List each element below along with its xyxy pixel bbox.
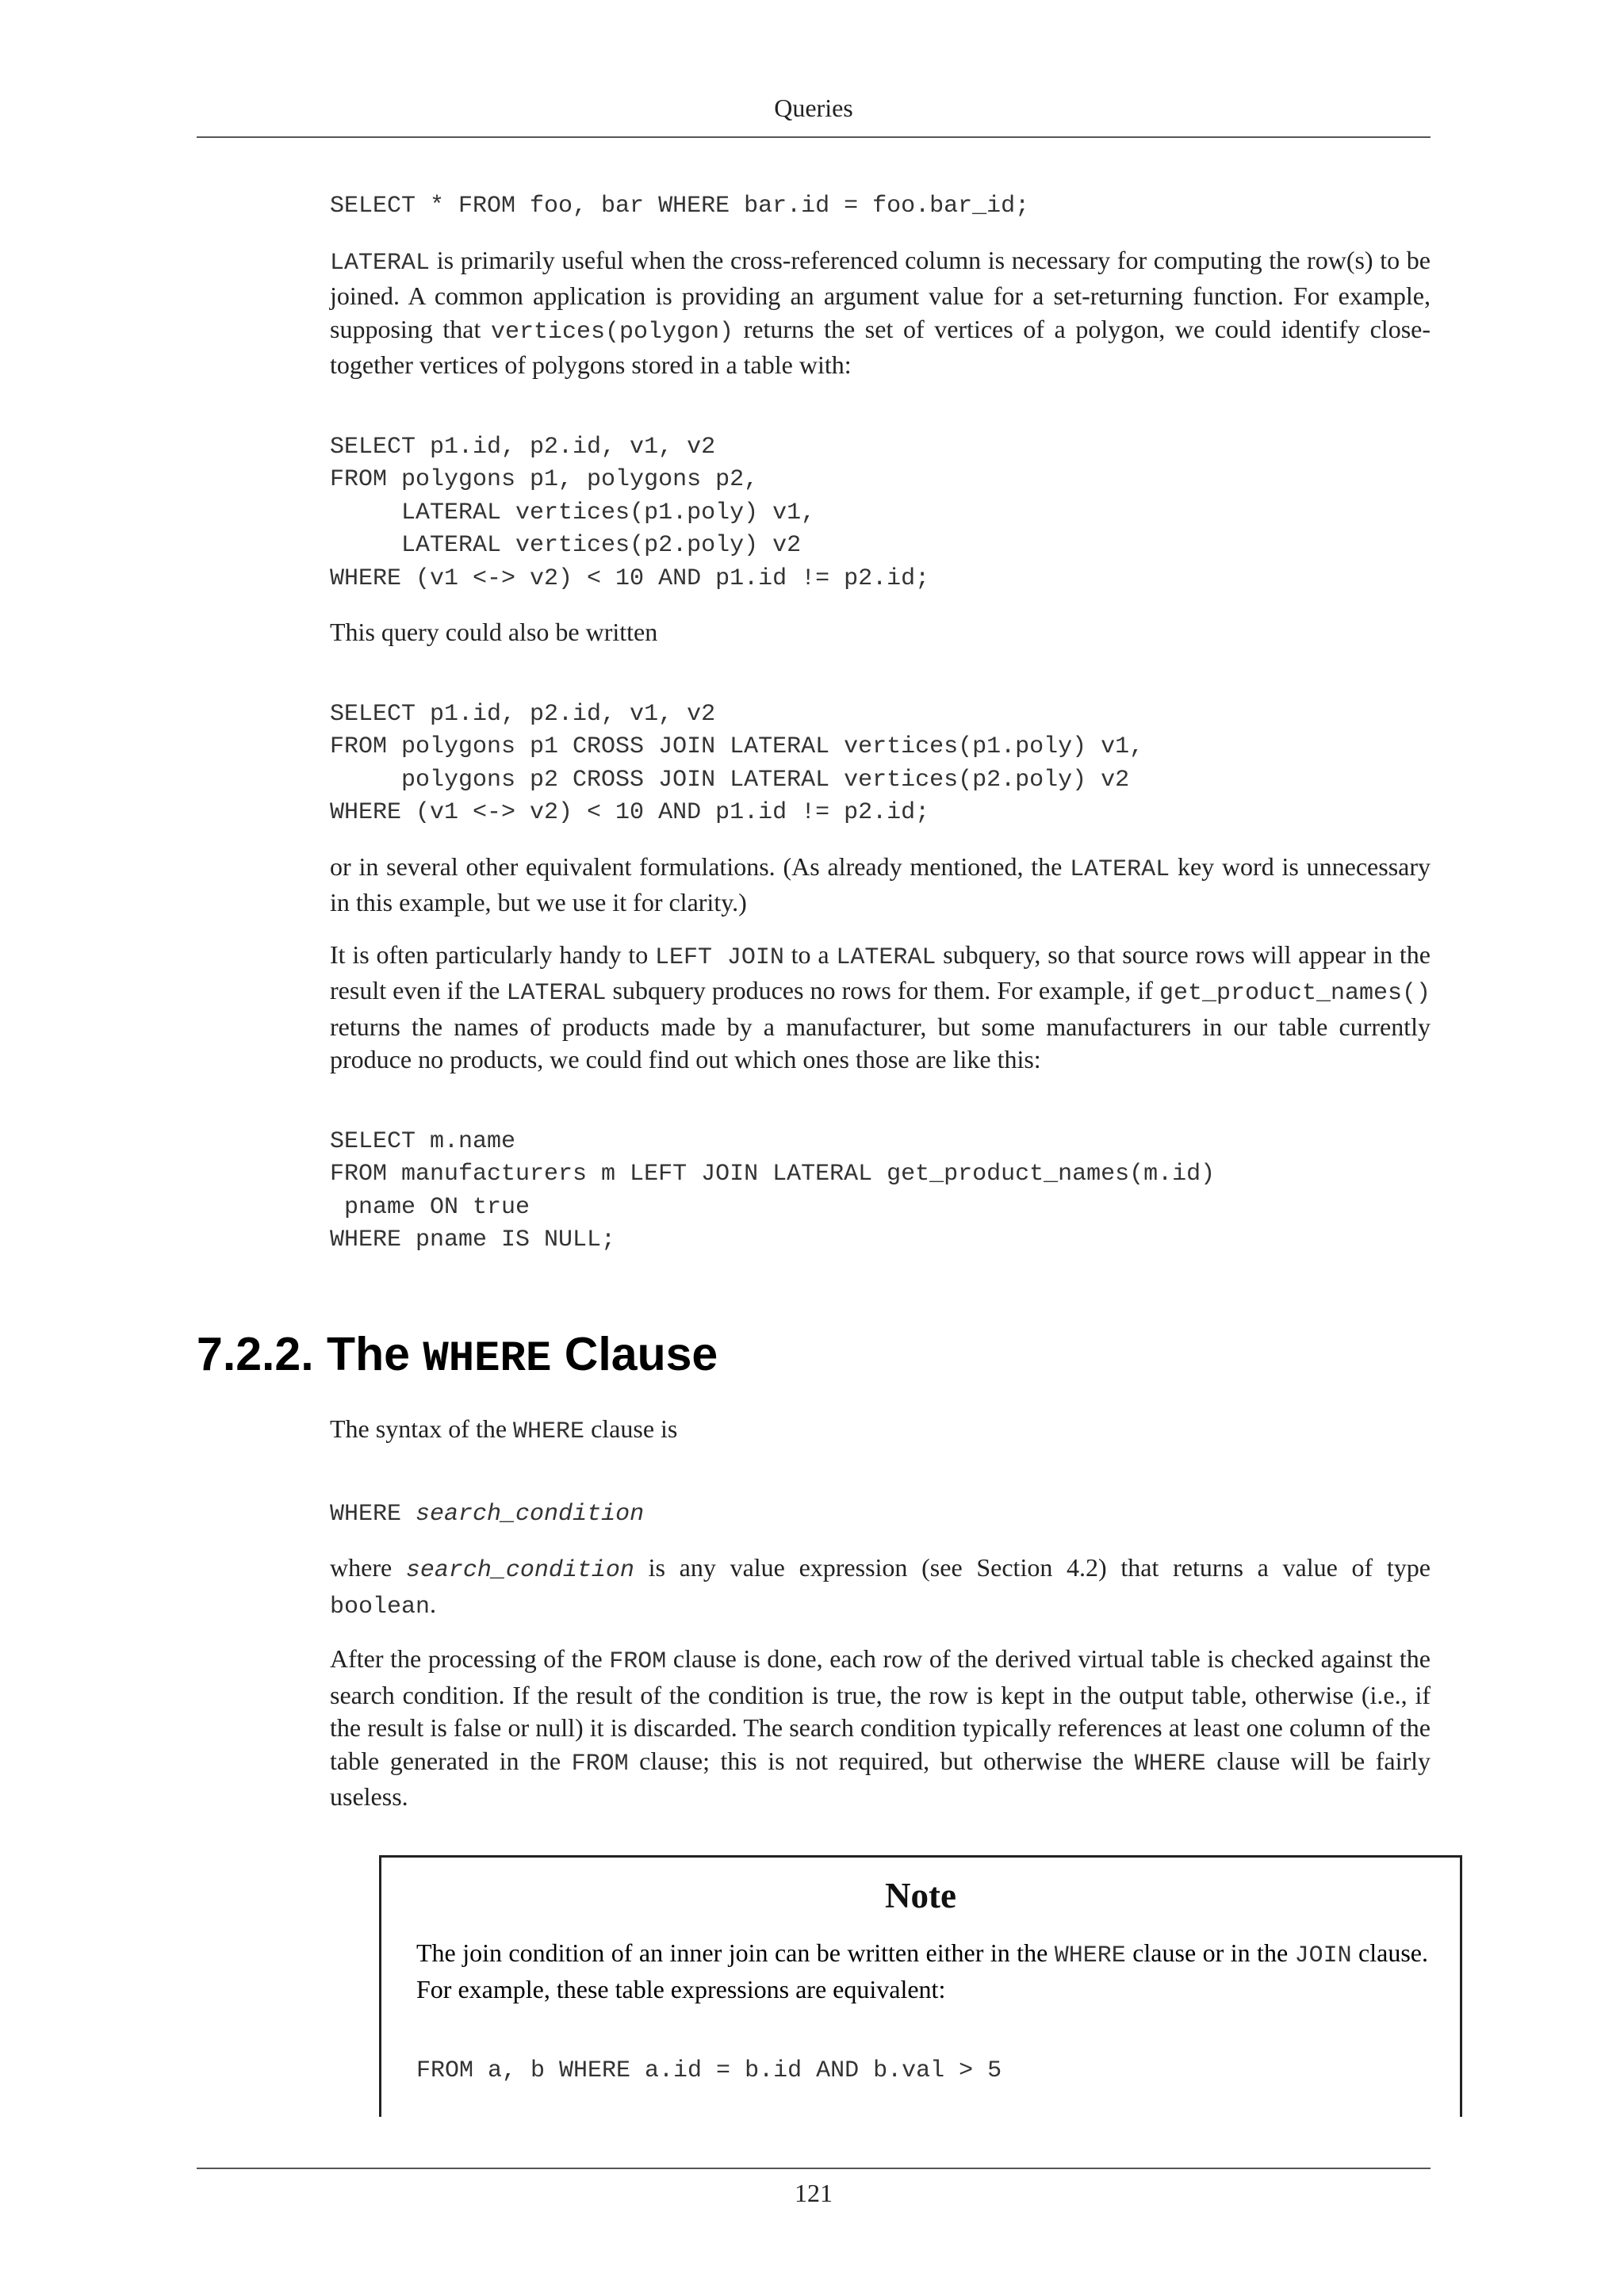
code-block-where-search-condition: WHERE search_condition <box>330 1500 645 1528</box>
inline-code: WHERE <box>1054 1942 1126 1969</box>
inline-code: LATERAL <box>506 980 607 1007</box>
paragraph-lateral-intro: LATERAL is primarily useful when the cross-referenced column is necessary for computing the row(s) to be joined. A common application is providing an argument value for a set-returning function. For example, supposing that vertices(polygon) returns the set of vertices of a polygon, we could identify close-together vertices of polygons stored in a table with: <box>330 245 1431 379</box>
note-content <box>416 1937 1428 2088</box>
code-block-select-foo-bar: SELECT * FROM foo, bar WHERE bar.id = foo.bar_id; <box>330 193 1030 220</box>
section-content <box>330 1413 1431 1833</box>
inline-code: LATERAL <box>1070 855 1170 883</box>
paragraph-where-processing: After the processing of the FROM clause is done, each row of the derived virtual table is checked against the search condition. If the result of the condition is true, the row is kept in the output table, otherwise (i.e., if the result is false or null) it is discarded. The search condition typically references at least one column of the table generated in the FROM clause; this is not required, but otherwise the WHERE clause will be fairly useless. <box>330 1644 1431 1811</box>
note-code-block: FROM a, b WHERE a.id = b.id AND b.val > 5 <box>416 2057 1002 2084</box>
inline-code: WHERE <box>513 1418 585 1445</box>
inline-code: JOIN <box>1294 1942 1352 1969</box>
section-heading-where-clause: 7.2.2. The WHERE Clause <box>197 1328 718 1383</box>
running-header: Queries <box>774 94 853 122</box>
inline-code: WHERE <box>1134 1750 1206 1777</box>
inline-code: get_product_names() <box>1159 980 1431 1007</box>
paragraph-where-syntax: The syntax of the WHERE clause is <box>330 1414 678 1445</box>
page-number: 121 <box>795 2179 833 2207</box>
paragraph-left-join-lateral: It is often particularly handy to LEFT JOIN to a LATERAL subquery, so that source rows will appear in the result even if the LATERAL subquery produces no rows for them. For example, if get_product_names() returns the names of products made by a manufacturer, but some manufacturers in our table currently produce no products, we could find out which ones those are like this: <box>330 939 1431 1073</box>
inline-code: vertices(polygon) <box>490 318 734 346</box>
inline-code: FROM <box>609 1648 667 1675</box>
paragraph-could-also-be-written: This query could also be written <box>330 618 658 646</box>
header-rule <box>197 136 1431 138</box>
inline-code: LATERAL <box>836 943 936 971</box>
inline-code: search_condition <box>405 1557 634 1584</box>
note-box <box>379 1855 1462 2117</box>
note-paragraph: The join condition of an inner join can be written either in the WHERE clause or in the JOIN clause. For example, these table expressions are equivalent: <box>416 1938 1429 2003</box>
note-title: Note <box>885 1876 956 1915</box>
inline-code: FROM <box>571 1750 629 1777</box>
footer-rule <box>197 2168 1431 2169</box>
code-block-manufacturers: SELECT m.name FROM manufacturers m LEFT JOIN LATERAL get_product_names(m.id) pname ON true WHERE pname IS NULL; <box>330 1127 1216 1253</box>
paragraph-equivalent-formulations: or in several other equivalent formulations. (As already mentioned, the LATERAL key word is unnecessary in this example, but we use it for clarity.) <box>330 851 1431 916</box>
inline-code: LATERAL <box>330 249 431 277</box>
paragraph-search-condition-def: where search_condition is any value expression (see Section 4.2) that returns a value of type boolean. <box>330 1553 1431 1621</box>
main-content <box>330 190 1431 1257</box>
inline-code: LEFT JOIN <box>655 943 784 971</box>
inline-code: boolean <box>330 1593 431 1621</box>
code-block-cross-join-lateral: SELECT p1.id, p2.id, v1, v2 FROM polygons p1 CROSS JOIN LATERAL vertices(p1.poly) v1, polygons p2 CROSS JOIN LATERAL vertices(p2.poly) v2 WHERE (v1 <-> v2) < 10 AND p1.id != p2.id; <box>330 700 1144 826</box>
code-block-polygons-lateral: SELECT p1.id, p2.id, v1, v2 FROM polygons p1, polygons p2, LATERAL vertices(p1.poly) v1, LATERAL vertices(p2.poly) v2 WHERE (v1 <-> v2) < 10 AND p1.id != p2.id; <box>330 433 930 592</box>
